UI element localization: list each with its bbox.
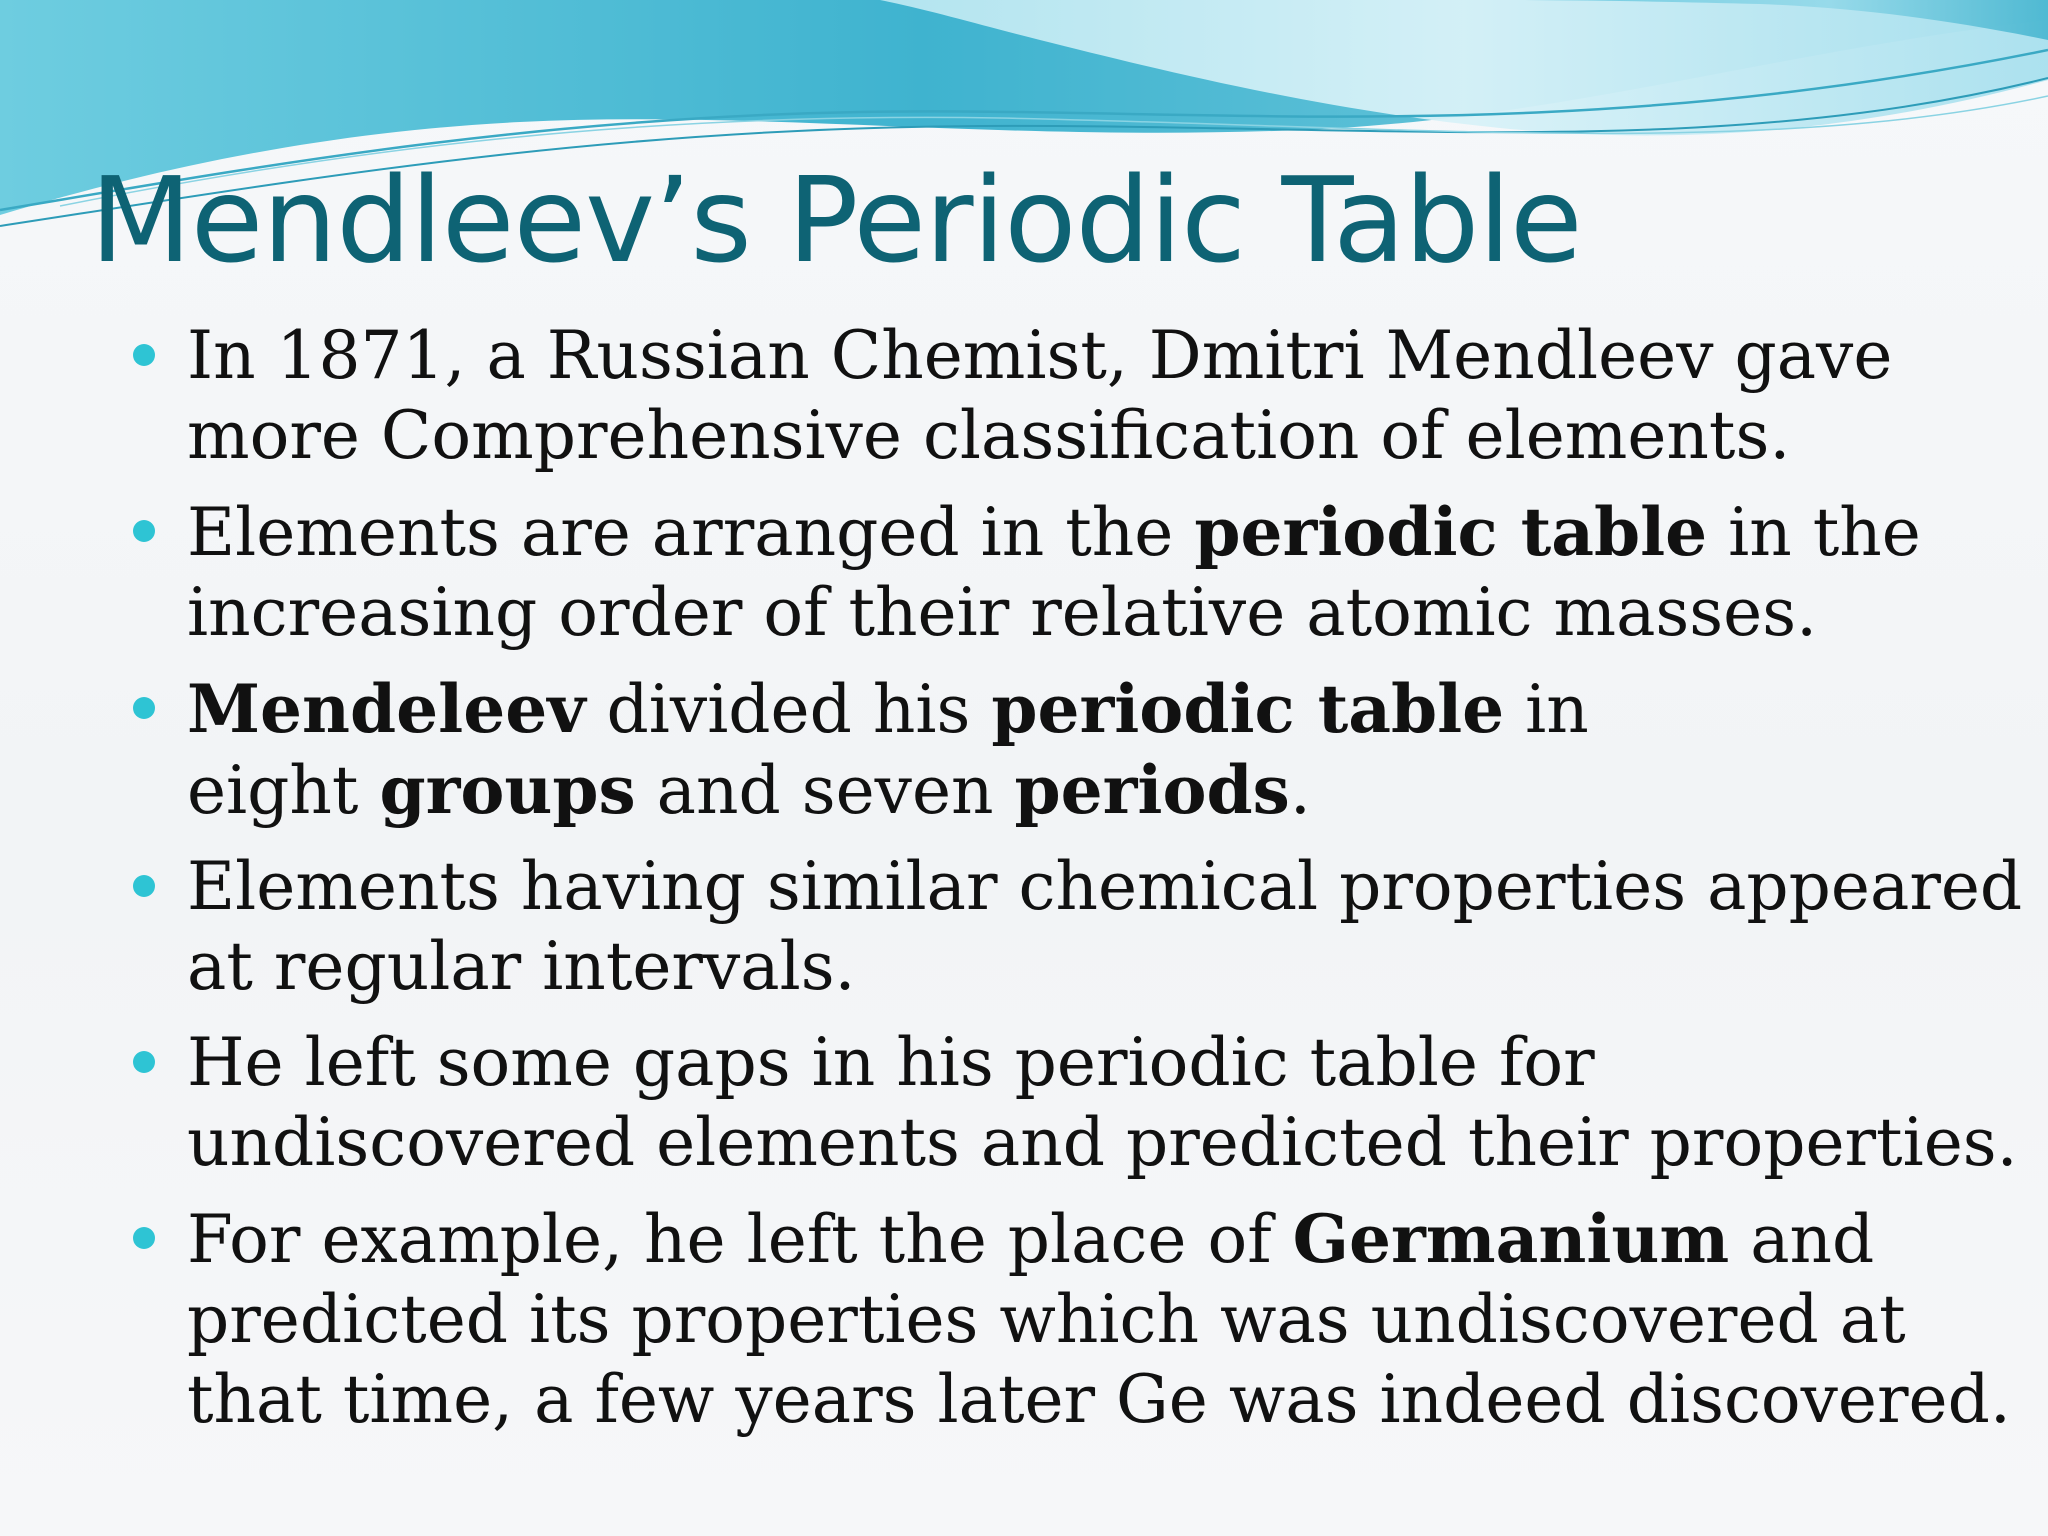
text-run: in	[1504, 671, 1589, 748]
bold-term: Germanium	[1292, 1200, 1730, 1278]
bold-term: periodic table	[991, 670, 1505, 748]
text-run: Elements having similar chemical properties appeared	[187, 848, 2023, 925]
bullet-line	[187, 750, 2000, 831]
bullet-dot-icon	[133, 520, 155, 542]
bold-term: Mendeleev	[187, 670, 586, 748]
bold-term: periodic table	[1194, 493, 1708, 571]
bullet-item	[130, 492, 2000, 653]
text-run: undiscovered elements and predicted their properties.	[187, 1104, 2018, 1181]
bullet-item	[130, 316, 2000, 476]
text-run: and	[1729, 1201, 1875, 1278]
text-run: Elements are arranged in the	[187, 494, 1195, 571]
bullet-line	[187, 847, 2023, 927]
bullet-dot-icon	[133, 344, 155, 366]
text-run: In 1871, a Russian Chemist, Dmitri Mendleev gave	[187, 317, 1893, 394]
bullet-line	[187, 1360, 2011, 1440]
bullet-line	[187, 573, 2000, 653]
bullet-line	[187, 1280, 2000, 1360]
text-run: predicted its properties which was undiscovered at	[187, 1281, 1906, 1358]
text-run: divided his	[585, 671, 992, 748]
bold-term: periods	[1014, 751, 1290, 829]
text-run: that time, a few years later Ge was indeed discovered.	[187, 1361, 2011, 1438]
bullet-item	[130, 1023, 2018, 1183]
text-run: .	[1289, 752, 1311, 829]
text-run: increasing order of their relative atomic masses.	[187, 574, 1818, 651]
bullet-item	[130, 847, 2023, 1007]
bullet-line	[187, 316, 2000, 396]
slide-title: Mendleev’s Periodic Table	[90, 151, 1582, 289]
text-run: For example, he left the place of	[187, 1201, 1293, 1278]
bullet-line	[187, 492, 2000, 573]
text-run: eight	[187, 752, 380, 829]
bullet-line	[187, 1199, 2000, 1280]
text-run: and seven	[635, 752, 1015, 829]
text-run: He left some gaps in his periodic table for	[187, 1024, 1595, 1101]
bullet-line	[187, 396, 2000, 476]
bullet-line	[187, 927, 2000, 1007]
bullet-dot-icon	[133, 1227, 155, 1249]
bullet-line	[187, 1103, 2018, 1183]
bullet-dot-icon	[133, 697, 155, 719]
text-run: at regular intervals.	[187, 928, 856, 1005]
bullet-item	[130, 1199, 2011, 1440]
bullet-line	[187, 669, 2000, 750]
text-run: more Comprehensive classification of elements.	[187, 397, 1791, 474]
text-run: in the	[1707, 494, 1921, 571]
bullet-dot-icon	[133, 875, 155, 897]
bold-term: groups	[379, 751, 636, 829]
bullet-list	[130, 316, 2023, 1456]
bullet-dot-icon	[133, 1051, 155, 1073]
bullet-item	[130, 669, 2000, 831]
bullet-line	[187, 1023, 2000, 1103]
